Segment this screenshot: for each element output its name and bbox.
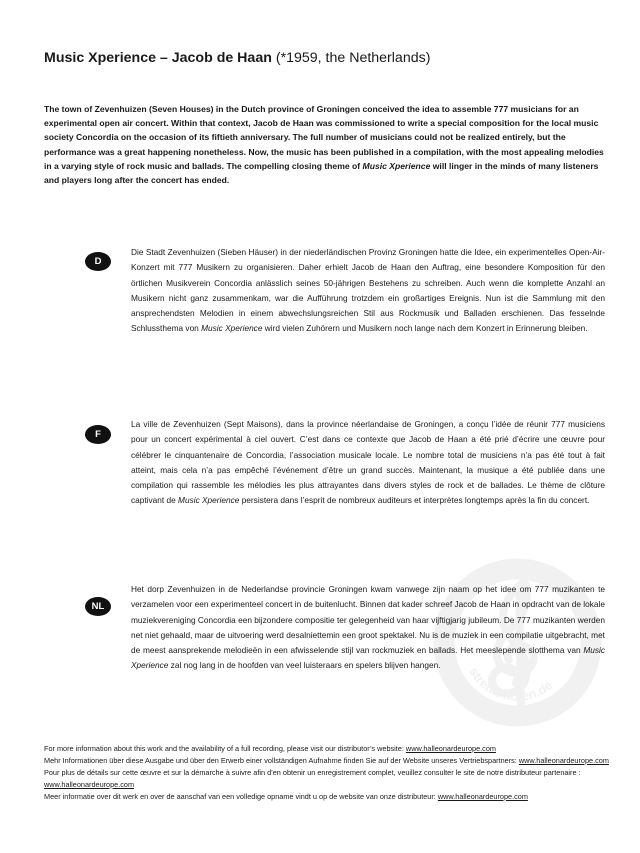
- intro-text-end: will linger in the minds of many listeners and players long after the concert has ended.: [44, 160, 599, 186]
- footer-line-en: [44, 743, 616, 755]
- watermark-text: stretta-noten.de: [466, 664, 556, 704]
- footer-link-en[interactable]: www.halleonardeurope.com: [405, 744, 496, 753]
- paragraph-de-work-title: Music Xperience: [201, 323, 263, 334]
- footer-line-de: [44, 755, 616, 767]
- title-sub: (*1959, the Netherlands): [275, 50, 431, 66]
- footer-link-nl[interactable]: www.halleonardeurope.com: [437, 791, 528, 801]
- paragraph-nl-end: zal nog lang in de hoofden van veel luisteraars en spelers blijven hangen.: [168, 660, 441, 671]
- paragraph-fr-start: La ville de Zevenhuizen (Sept Maisons), dans la province néerlandaise de Groningen, a conçu l’idée de réunir 777 musiciens pour un concert expérimental à ciel ouvert. C’est dans ce contexte que Jacob de Haan a été prié d’écrire une œuvre pour célébrer le cinquantenaire de Concordia, l’association musicale locale. Le nombre total de musiciens n’a pas été tout à fait atteint, mais cela n’a pas empêché l’événement d’être un grand succès. Maintenant, la musique a été publiée dans une compilation qui rassemble les mélodies les plus attrayantes dans divers styles de rock et de ballades. Le thème de clôture captivant de: [131, 419, 605, 506]
- footer-line-nl: [44, 791, 616, 803]
- paragraph-fr: [131, 417, 605, 509]
- paragraph-nl-work-title: Music Xperience: [131, 645, 605, 671]
- intro-work-title: Music Xperience: [362, 160, 431, 171]
- footer-distributor-info: [44, 743, 616, 803]
- intro-paragraph: [44, 102, 604, 187]
- language-badge-nl: NL: [85, 597, 111, 616]
- footer-line-en-text: For more information about this work and the availability of a full recording, please visit our distributor’s website:: [44, 744, 406, 753]
- footer-line-de-text: Mehr Informationen über diese Ausgabe und über den Erwerb einer vollständigen Aufnahme finden Sie auf der Website unseres Vertriebspartners:: [44, 755, 519, 765]
- paragraph-nl: [131, 582, 605, 674]
- footer-line-fr: [44, 767, 616, 791]
- footer-line-nl-text: Meer informatie over dit werk en over de aanschaf van een volledige opname vindt u op de website van onze distributeur:: [44, 791, 438, 801]
- paragraph-fr-end: persistera dans l’esprit de nombreux auditeurs et interprètes longtemps après la fin du concert.: [239, 495, 590, 506]
- paragraph-fr-work-title: Music Xperience: [178, 495, 240, 506]
- footer-link-de[interactable]: www.halleonardeurope.com: [518, 755, 609, 765]
- paragraph-nl-start: Het dorp Zevenhuizen in de Nederlandse provincie Groningen kwam vanwege zijn naam op het idee om 777 muzikanten te verzamelen voor een experimenteel concert in de buitenlucht. Binnen dat kader schreef Jacob de Haan in opdracht van de lokale muziekvereniging Concordia een bijzondere compositie ter gelegenheid van haar vijftigjarig jubileum. De 777 muzikanten werden net niet gehaald, maar de uitvoering werd desalniettemin een groot spektakel. Nu is de muziek in een compilatie uitgebracht, met de meest aansprekende melodieën in een afwisselende stijl van rockmuziek en ballads. Het meeslepende slotthema van: [131, 584, 605, 656]
- page-title: [44, 50, 430, 66]
- paragraph-de: [131, 245, 605, 337]
- title-main: Music Xperience – Jacob de Haan: [44, 50, 272, 66]
- paragraph-de-end: wird vielen Zuhörern und Musikern noch lange nach dem Konzert in Erinnerung bleiben.: [262, 323, 588, 334]
- paragraph-de-start: Die Stadt Zevenhuizen (Sieben Häuser) in der niederländischen Provinz Groningen hatte die Idee, ein experimentelles Open-Air-Konzert mit 777 Musikern zu organisieren. Daher erhielt Jacob de Haan den Auftrag, eine besondere Komposition für den örtlichen Musikverein Concordia anlässlich seines 50-jährigen Bestehens zu schreiben. Auch wenn die komplette Anzahl an Musikern nicht ganz zusammenkam, war die Aufführung trotzdem ein großartiges Ereignis. Nun ist die Sammlung mit den ansprechendsten Melodien in einem abwechslungsreichen Stil aus Rockmusik und Balladen erschienen. Das fesselnde Schlussthema von: [131, 247, 605, 334]
- language-badge-fr: F: [85, 425, 111, 444]
- intro-text-start: The town of Zevenhuizen (Seven Houses) in the Dutch province of Groningen conceived the idea to assemble 777 musicians for an experimental open air concert. Within that context, Jacob de Haan was commissioned to write a special composition for the local music society Concordia on the occasion of its fiftieth anniversary. The full number of musicians could not be realized entirely, but the performance was a great happening nonetheless. Now, the music has been published in a compilation, with the most appealing melodies in a varying style of rock music and ballads. The compelling closing theme of: [44, 104, 604, 171]
- footer-link-fr[interactable]: www.halleonardeurope.com: [44, 779, 135, 789]
- footer-line-fr-text: Pour plus de détails sur cette œuvre et sur la démarche à suivre afin d’en obtenir un enregistrement complet, veuillez consulter le site de notre distributeur partenaire :: [44, 767, 581, 777]
- language-badge-de: D: [85, 252, 111, 271]
